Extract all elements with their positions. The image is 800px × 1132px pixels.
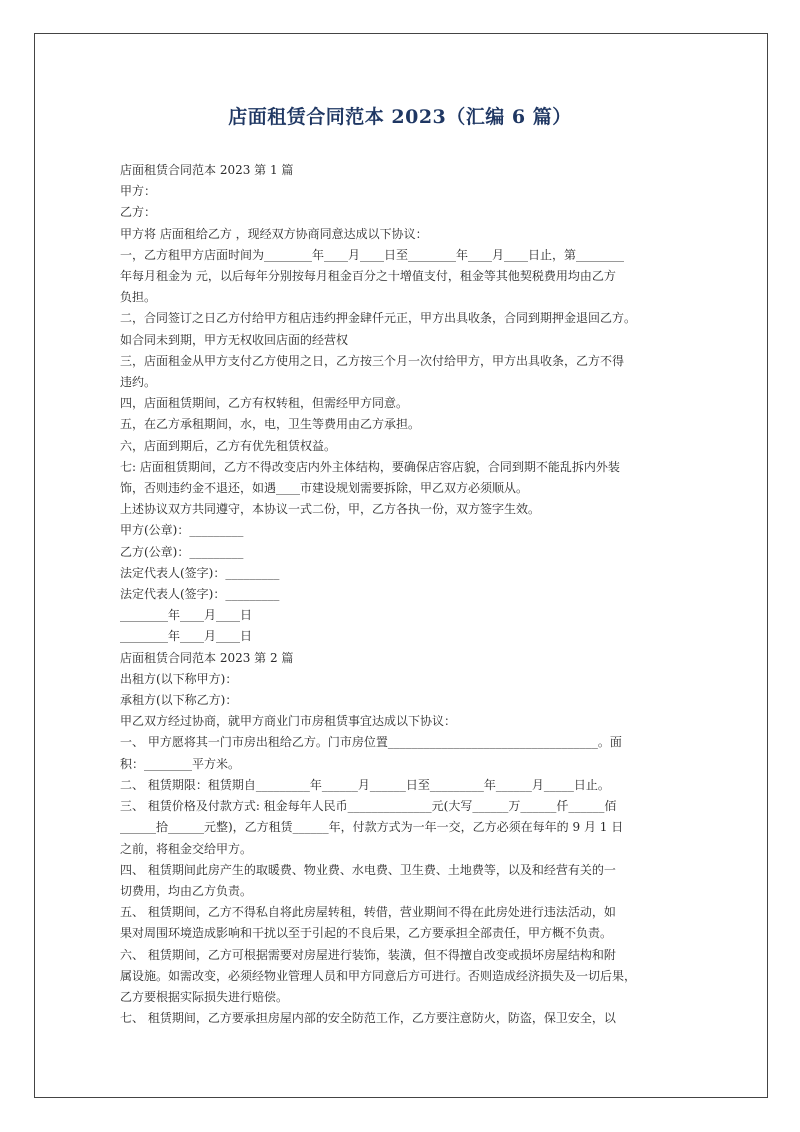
document-line: 负担。 [120,290,157,305]
document-line: 店面租赁合同范本 2023 第 1 篇 [120,163,294,177]
document-line: 之前，将租金交给甲方。 [120,841,253,856]
document-line: 一，乙方租甲方店面时间为________年____月____日至________年____月____日止，第________ [120,247,625,262]
document-line: 三，店面租金从甲方支付乙方使用之日，乙方按三个月一次付给甲方，甲方出具收条，乙方不得 [120,353,625,368]
document-line: 上述协议双方共同遵守，本协议一式二份，甲，乙方各执一份，双方签字生效。 [120,502,541,517]
document-line: ________年____月____日 [120,629,253,644]
document-line: 二，合同签订之日乙方付给甲方租店违约押金肆仟元正，甲方出具收条，合同到期押金退回乙方。 [120,311,637,326]
document-line: 一、 甲方愿将其一门市房出租给乙方。门市房位置___________________________________。面 [120,735,622,750]
document-line: 甲方： [120,184,157,199]
document-line: 承租方(以下称乙方)： [120,693,238,708]
document-line: 五，在乙方承租期间，水，电，卫生等费用由乙方承担。 [120,417,421,432]
document-line: 年每月租金为 元，以后每年分别按每月租金百分之十增值支付，租金等其他契税费用均由乙方 [120,269,616,284]
document-line: 如合同未到期，甲方无权收回店面的经营权 [120,332,349,347]
document-line: 甲方(公章)：_________ [120,523,244,538]
document-line: 甲方将 店面租给乙方 ，现经双方协商同意达成以下协议： [120,226,428,241]
document-line: 六、 租赁期间，乙方可根据需要对房屋进行装饰，装潢，但不得擅自改变或损坏房屋结构和附 [120,947,616,962]
document-line: 出租方(以下称甲方)： [120,671,238,686]
document-line: ________年____月____日 [120,608,253,623]
document-line: 四、 租赁期间此房产生的取暖费、物业费、水电费、卫生费、土地费等，以及和经营有关的一 [120,862,616,877]
document-line: 积：________平方米。 [120,756,241,771]
document-line: ______拾______元整)，乙方租赁______年，付款方式为一年一交，乙方必须在每年的 9 月 1 日 [120,820,624,835]
document-line: 店面租赁合同范本 2023 第 2 篇 [120,650,294,665]
document-line: 二、 租赁期限：租赁期自_________年______月______日至_________年______月_____日止。 [120,777,610,792]
document-line: 甲乙双方经过协商，就甲方商业门市房租赁事宜达成以下协议： [120,714,457,729]
document-line: 属设施。如需改变，必须经物业管理人员和甲方同意后方可进行。否则造成经济损失及一切后果， [120,968,637,983]
document-line: 法定代表人(签字)：_________ [120,565,280,580]
document-line: 切费用，均由乙方负责。 [120,883,253,898]
document-line: 三、 租赁价格及付款方式: 租金每年人民币______________元(大写______万______仟______佰 [120,799,617,814]
document-line: 法定代表人(签字)：_________ [120,587,280,602]
document-line: 七: 店面租赁期间，乙方不得改变店内外主体结构，要确保店容店貌，合同到期不能乱拆内外装 [120,459,620,474]
document-line: 乙方要根据实际损失进行赔偿。 [120,989,289,1004]
document-line: 乙方： [120,205,157,220]
document-line: 七、 租赁期间，乙方要承担房屋内部的安全防范工作，乙方要注意防火，防盗，保卫安全，以 [120,1011,616,1026]
document-title: 店面租赁合同范本 2023（汇编 6 篇） [228,106,572,128]
document-line: 饰，否则违约金不退还，如遇____市建设规划需要拆除，甲乙双方必须顺从。 [120,481,529,496]
document-line: 五、 租赁期间，乙方不得私自将此房屋转租，转借，营业期间不得在此房处进行违法活动，如 [120,905,616,920]
document-body [120,160,682,1029]
document-line: 违约。 [120,375,157,390]
document-line: 果对周围环境造成影响和干扰以至于引起的不良后果，乙方要承担全部责任，甲方概不负责。 [120,926,613,941]
document-line: 四，店面租赁期间，乙方有权转租，但需经甲方同意。 [120,396,409,411]
document-line: 六，店面到期后，乙方有优先租赁权益。 [120,438,337,453]
document-line: 乙方(公章)：_________ [120,544,244,559]
